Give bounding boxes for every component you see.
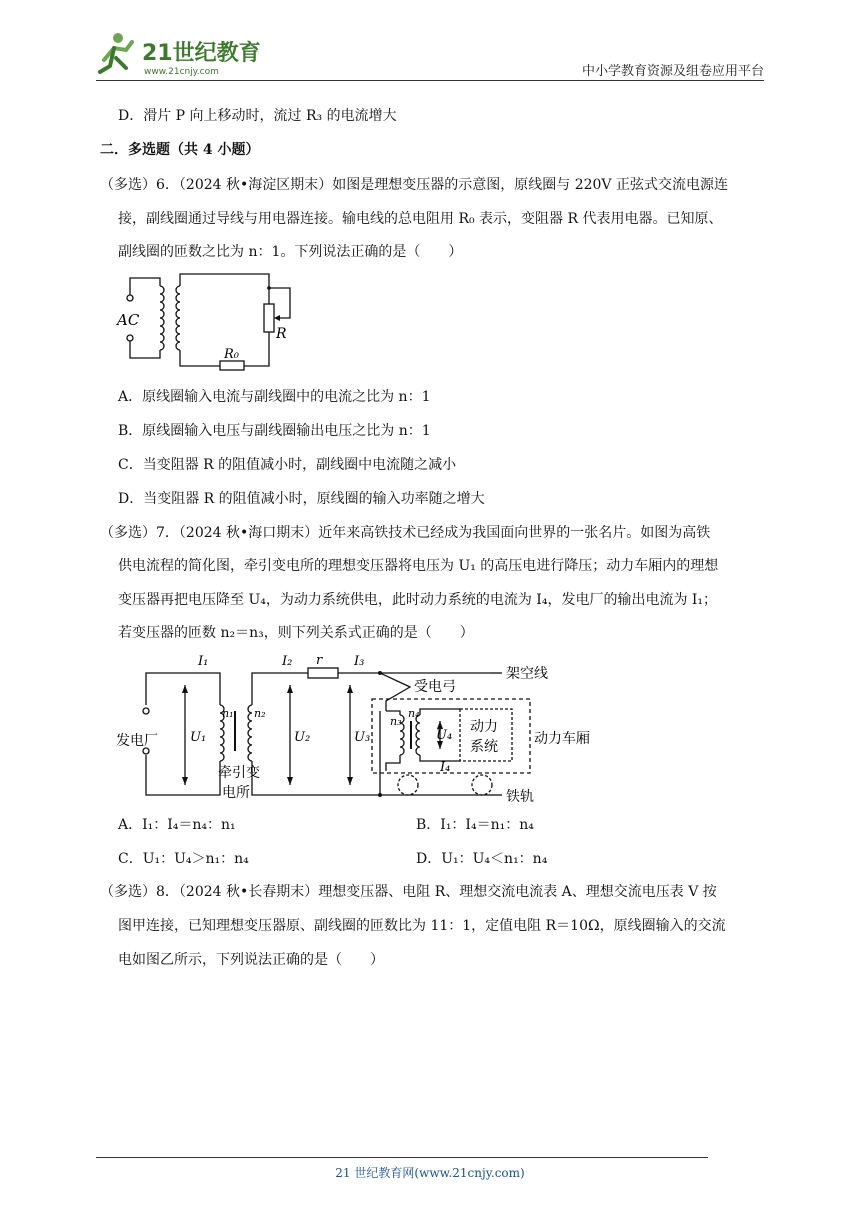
- substation-label-2: 电所: [222, 785, 250, 801]
- q6-stem-line3: 副线圈的匝数之比为 n：1。下列说法正确的是（ ）: [118, 244, 463, 260]
- q8-stem-line2: 图甲连接，已知理想变压器原、副线圈的匝数比为 11：1，定值电阻 R＝10Ω，原线圈输入的交流: [118, 918, 726, 934]
- plant-label: 发电厂: [116, 733, 158, 749]
- q6-stem-line1: （多选）6．（2024 秋•海淀区期末）如图是理想变压器的示意图，原线圈与 220V 正弦式交流电源连: [100, 177, 728, 193]
- q5-option-d: D．滑片 P 向上移动时，流过 R₃ 的电流增大: [118, 108, 397, 124]
- i2-label: I₂: [282, 654, 293, 669]
- n2-label: n₂: [254, 707, 266, 720]
- q6-circuit-figure: [112, 270, 312, 378]
- n4-label: n₄: [408, 707, 420, 720]
- i3-label: I₃: [354, 654, 365, 669]
- q8-stem-line1: （多选）8．（2024 秋•长春期末）理想变压器、电阻 R、理想交流电流表 A、理想交流电压表 V 按: [100, 884, 717, 900]
- q6-stem-line2: 接，副线圈通过导线与用电器连接。输电线的总电阻用 R₀ 表示，变阻器 R 代表用电器。已知原、: [118, 211, 723, 227]
- footer-divider: [96, 1157, 708, 1158]
- u2-label: U₂: [294, 730, 311, 745]
- i1-label: I₁: [198, 654, 209, 669]
- q7-rail-power-figure: [110, 645, 610, 805]
- q7-stem-line3: 变压器再把电压降至 U₄，为动力系统供电，此时动力系统的电流为 I₄，发电厂的输出电流为 I₁；: [118, 592, 718, 608]
- i4-label: I₄: [440, 760, 451, 775]
- q6-option-b: B．原线圈输入电压与副线圈输出电压之比为 n：1: [118, 423, 431, 439]
- u3-label: U₃: [354, 730, 371, 745]
- header-divider: [96, 80, 764, 81]
- rail-label: 铁轨: [506, 789, 534, 805]
- substation-label-1: 牵引变: [218, 765, 260, 781]
- n3-label: n₃: [390, 715, 402, 728]
- q7-stem-line1: （多选）7．（2024 秋•海口期末）近年来高铁技术已经成为我国面向世界的一张名片。如图为高铁: [100, 525, 711, 541]
- power-system-label-2: 系统: [470, 739, 498, 755]
- r-label: R: [276, 326, 287, 342]
- q6-option-c: C．当变阻器 R 的阻值减小时，副线圈中电流随之减小: [118, 457, 457, 473]
- car-label: 动力车厢: [534, 731, 590, 747]
- pantograph-label: 受电弓: [414, 679, 456, 695]
- q7-option-c: C．U₁：U₄＞n₁：n₄: [118, 851, 249, 867]
- logo-text: 21世纪教育: [142, 41, 261, 66]
- section-title: 二．多选题（共 4 小题）: [100, 142, 260, 158]
- runner-logo-icon: [100, 33, 132, 72]
- ac-label: AC: [117, 311, 140, 329]
- q7-stem-line4: 若变压器的匝数 n₂＝n₃，则下列关系式正确的是（ ）: [118, 625, 474, 641]
- n1-label: n₁: [222, 707, 234, 720]
- overhead-line-label: 架空线: [506, 666, 548, 682]
- header-right-text: 中小学教育资源及组卷应用平台: [581, 64, 764, 79]
- u4-label: U₄: [436, 728, 453, 743]
- q7-option-a: A．I₁：I₄＝n₄：n₁: [118, 817, 236, 833]
- r-label: r: [316, 653, 323, 668]
- u1-label: U₁: [190, 730, 207, 745]
- q7-stem-line2: 供电流程的简化图，牵引变电所的理想变压器将电压为 U₁ 的高压电进行降压；动力车厢内的理想: [118, 558, 719, 574]
- footer-link[interactable]: 21 世纪教育网(www.21cnjy.com): [335, 1166, 525, 1180]
- logo-url: www.21cnjy.com: [144, 67, 219, 77]
- q7-option-d: D．U₁：U₄＜n₁：n₄: [416, 851, 548, 867]
- q6-option-d: D．当变阻器 R 的阻值减小时，原线圈的输入功率随之增大: [118, 491, 485, 507]
- logo: [96, 30, 266, 78]
- q6-option-a: A．原线圈输入电流与副线圈中的电流之比为 n：1: [118, 389, 431, 405]
- r0-label: R₀: [224, 347, 239, 362]
- q8-stem-line3: 电如图乙所示，下列说法正确的是（ ）: [118, 952, 384, 968]
- q7-option-b: B．I₁：I₄＝n₁：n₄: [416, 817, 534, 833]
- power-system-label-1: 动力: [470, 719, 498, 735]
